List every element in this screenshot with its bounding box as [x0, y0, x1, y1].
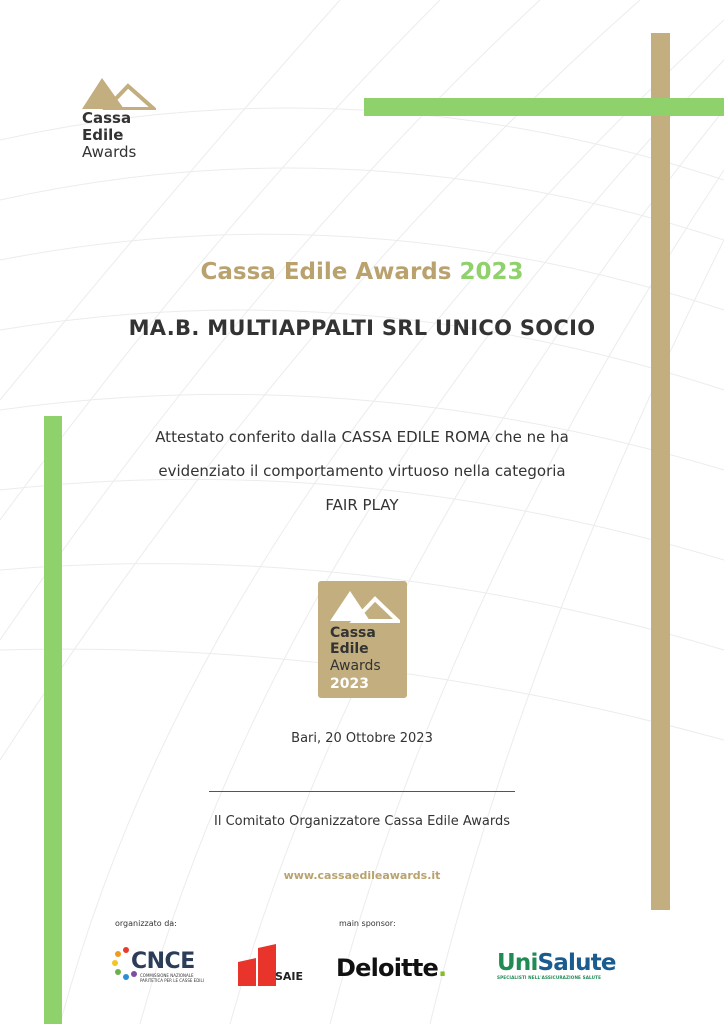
award-title-year: 2023 [459, 259, 524, 285]
award-title [0, 259, 724, 285]
cnce-logo [112, 944, 217, 986]
deloitte-dot: . [437, 954, 447, 982]
description-line-2: evidenziato il comportamento virtuoso nella categoria [158, 462, 566, 480]
cassa-edile-awards-logo [82, 78, 172, 168]
saie-logo [238, 944, 310, 986]
deloitte-logo [336, 954, 446, 982]
committee-signature: Il Comitato Organizzatore Cassa Edile Awards [213, 814, 511, 829]
badge-line-3: Awards [330, 658, 381, 674]
mountain-logo-icon [82, 78, 156, 110]
cnce-name: CNCE [131, 949, 195, 974]
organized-by-label: organizzato da: [115, 919, 177, 928]
unisalute-salute: Salute [537, 950, 616, 976]
logo-line-2: Edile [82, 126, 124, 144]
badge-line-2: Edile [330, 641, 369, 657]
signature-line [209, 791, 515, 792]
unisalute-uni: Uni [497, 950, 538, 976]
award-badge [318, 581, 407, 698]
website-link[interactable]: www.cassaedileawards.it [283, 869, 441, 882]
green-horizontal-bar [364, 98, 724, 116]
saie-mark-icon [238, 944, 278, 986]
mountain-badge-icon [328, 587, 400, 623]
event-date: Bari, 20 Ottobre 2023 [291, 731, 433, 746]
cnce-subtitle: COMMISSIONE NAZIONALE PARITETICA PER LE CASSE EDILI [140, 973, 204, 983]
main-sponsor-label: main sponsor: [339, 919, 396, 928]
company-name: MA.B. MULTIAPPALTI SRL UNICO SOCIO [128, 316, 596, 340]
award-description [0, 420, 724, 522]
logo-line-3: Awards [82, 143, 137, 161]
award-title-text: Cassa Edile Awards [200, 259, 452, 285]
saie-name: SAIE [275, 970, 304, 983]
badge-line-1: Cassa [330, 625, 376, 641]
unisalute-subtitle: SPECIALISTI NELL'ASSICURAZIONE SALUTE [497, 975, 602, 980]
deloitte-name: Deloitte [336, 954, 438, 982]
badge-year: 2023 [330, 676, 369, 692]
description-category: FAIR PLAY [325, 496, 399, 514]
logo-line-1: Cassa [82, 109, 132, 127]
unisalute-logo [497, 950, 616, 980]
description-line-1: Attestato conferito dalla CASSA EDILE ROMA che ne ha [155, 428, 569, 446]
